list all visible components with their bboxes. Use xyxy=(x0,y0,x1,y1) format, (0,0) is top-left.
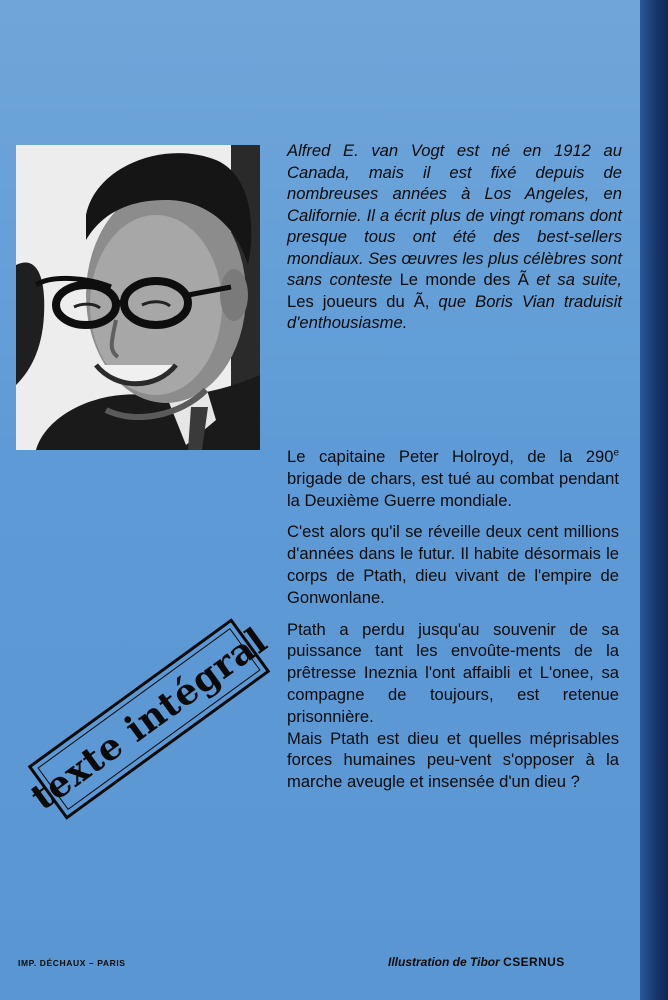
stamp-label: texte intégral xyxy=(23,619,275,819)
bio-title-1: Le monde des Ã xyxy=(399,270,529,289)
synopsis-paragraph-1 xyxy=(287,446,619,511)
credit-name: CSERNUS xyxy=(503,955,565,969)
synopsis-paragraph-2: C'est alors qu'il se réveille deux cent millions d'années dans le futur. Il habite désormais le corps de Ptath, dieu vivant de l'empire de Gonwonlane. xyxy=(287,522,619,607)
printer-imprint: IMP. DÉCHAUX – PARIS xyxy=(18,958,126,968)
bio-title-2: Les joueurs du Ã, xyxy=(287,291,430,311)
synopsis-p1-after: brigade de chars, est tué au combat pendant la Deuxième Guerre mondiale. xyxy=(287,468,619,510)
synopsis xyxy=(287,446,619,803)
illustration-credit xyxy=(388,955,565,969)
bio-connector: et sa suite, xyxy=(536,270,622,289)
ordinal-suffix: e xyxy=(613,447,619,459)
book-spine-edge xyxy=(640,0,668,1000)
synopsis-paragraph-4: Mais Ptath est dieu et quelles méprisables forces humaines peu-vent s'opposer à la marche aveugle et insensée d'un dieu ? xyxy=(287,728,619,792)
bio-tail: que Boris Vian traduisit d'enthousiasme. xyxy=(287,291,622,332)
credit-prefix: Illustration de Tibor xyxy=(388,955,500,969)
texte-integral-stamp xyxy=(23,618,275,820)
author-biography xyxy=(287,140,622,334)
synopsis-p1-before: Le capitaine Peter Holroyd, de la 290 xyxy=(287,447,614,466)
author-portrait xyxy=(16,145,260,450)
synopsis-paragraph-3: Ptath a perdu jusqu'au souvenir de sa puissance tant les envoûte-ments de la prêtresse Ineznia l'ont affaibli et L'onee, sa compagne de toujours, est retenue prisonnière. xyxy=(287,619,619,726)
bio-lead: Alfred E. van Vogt est né en 1912 au Canada, mais il est fixé depuis de nombreuses années à Los Angeles, en Californie. Il a écrit plus de vingt romans dont presque tous ont été des best-sellers mondiaux. Ses œuvres les plus célèbres sont sans conteste xyxy=(287,141,622,289)
